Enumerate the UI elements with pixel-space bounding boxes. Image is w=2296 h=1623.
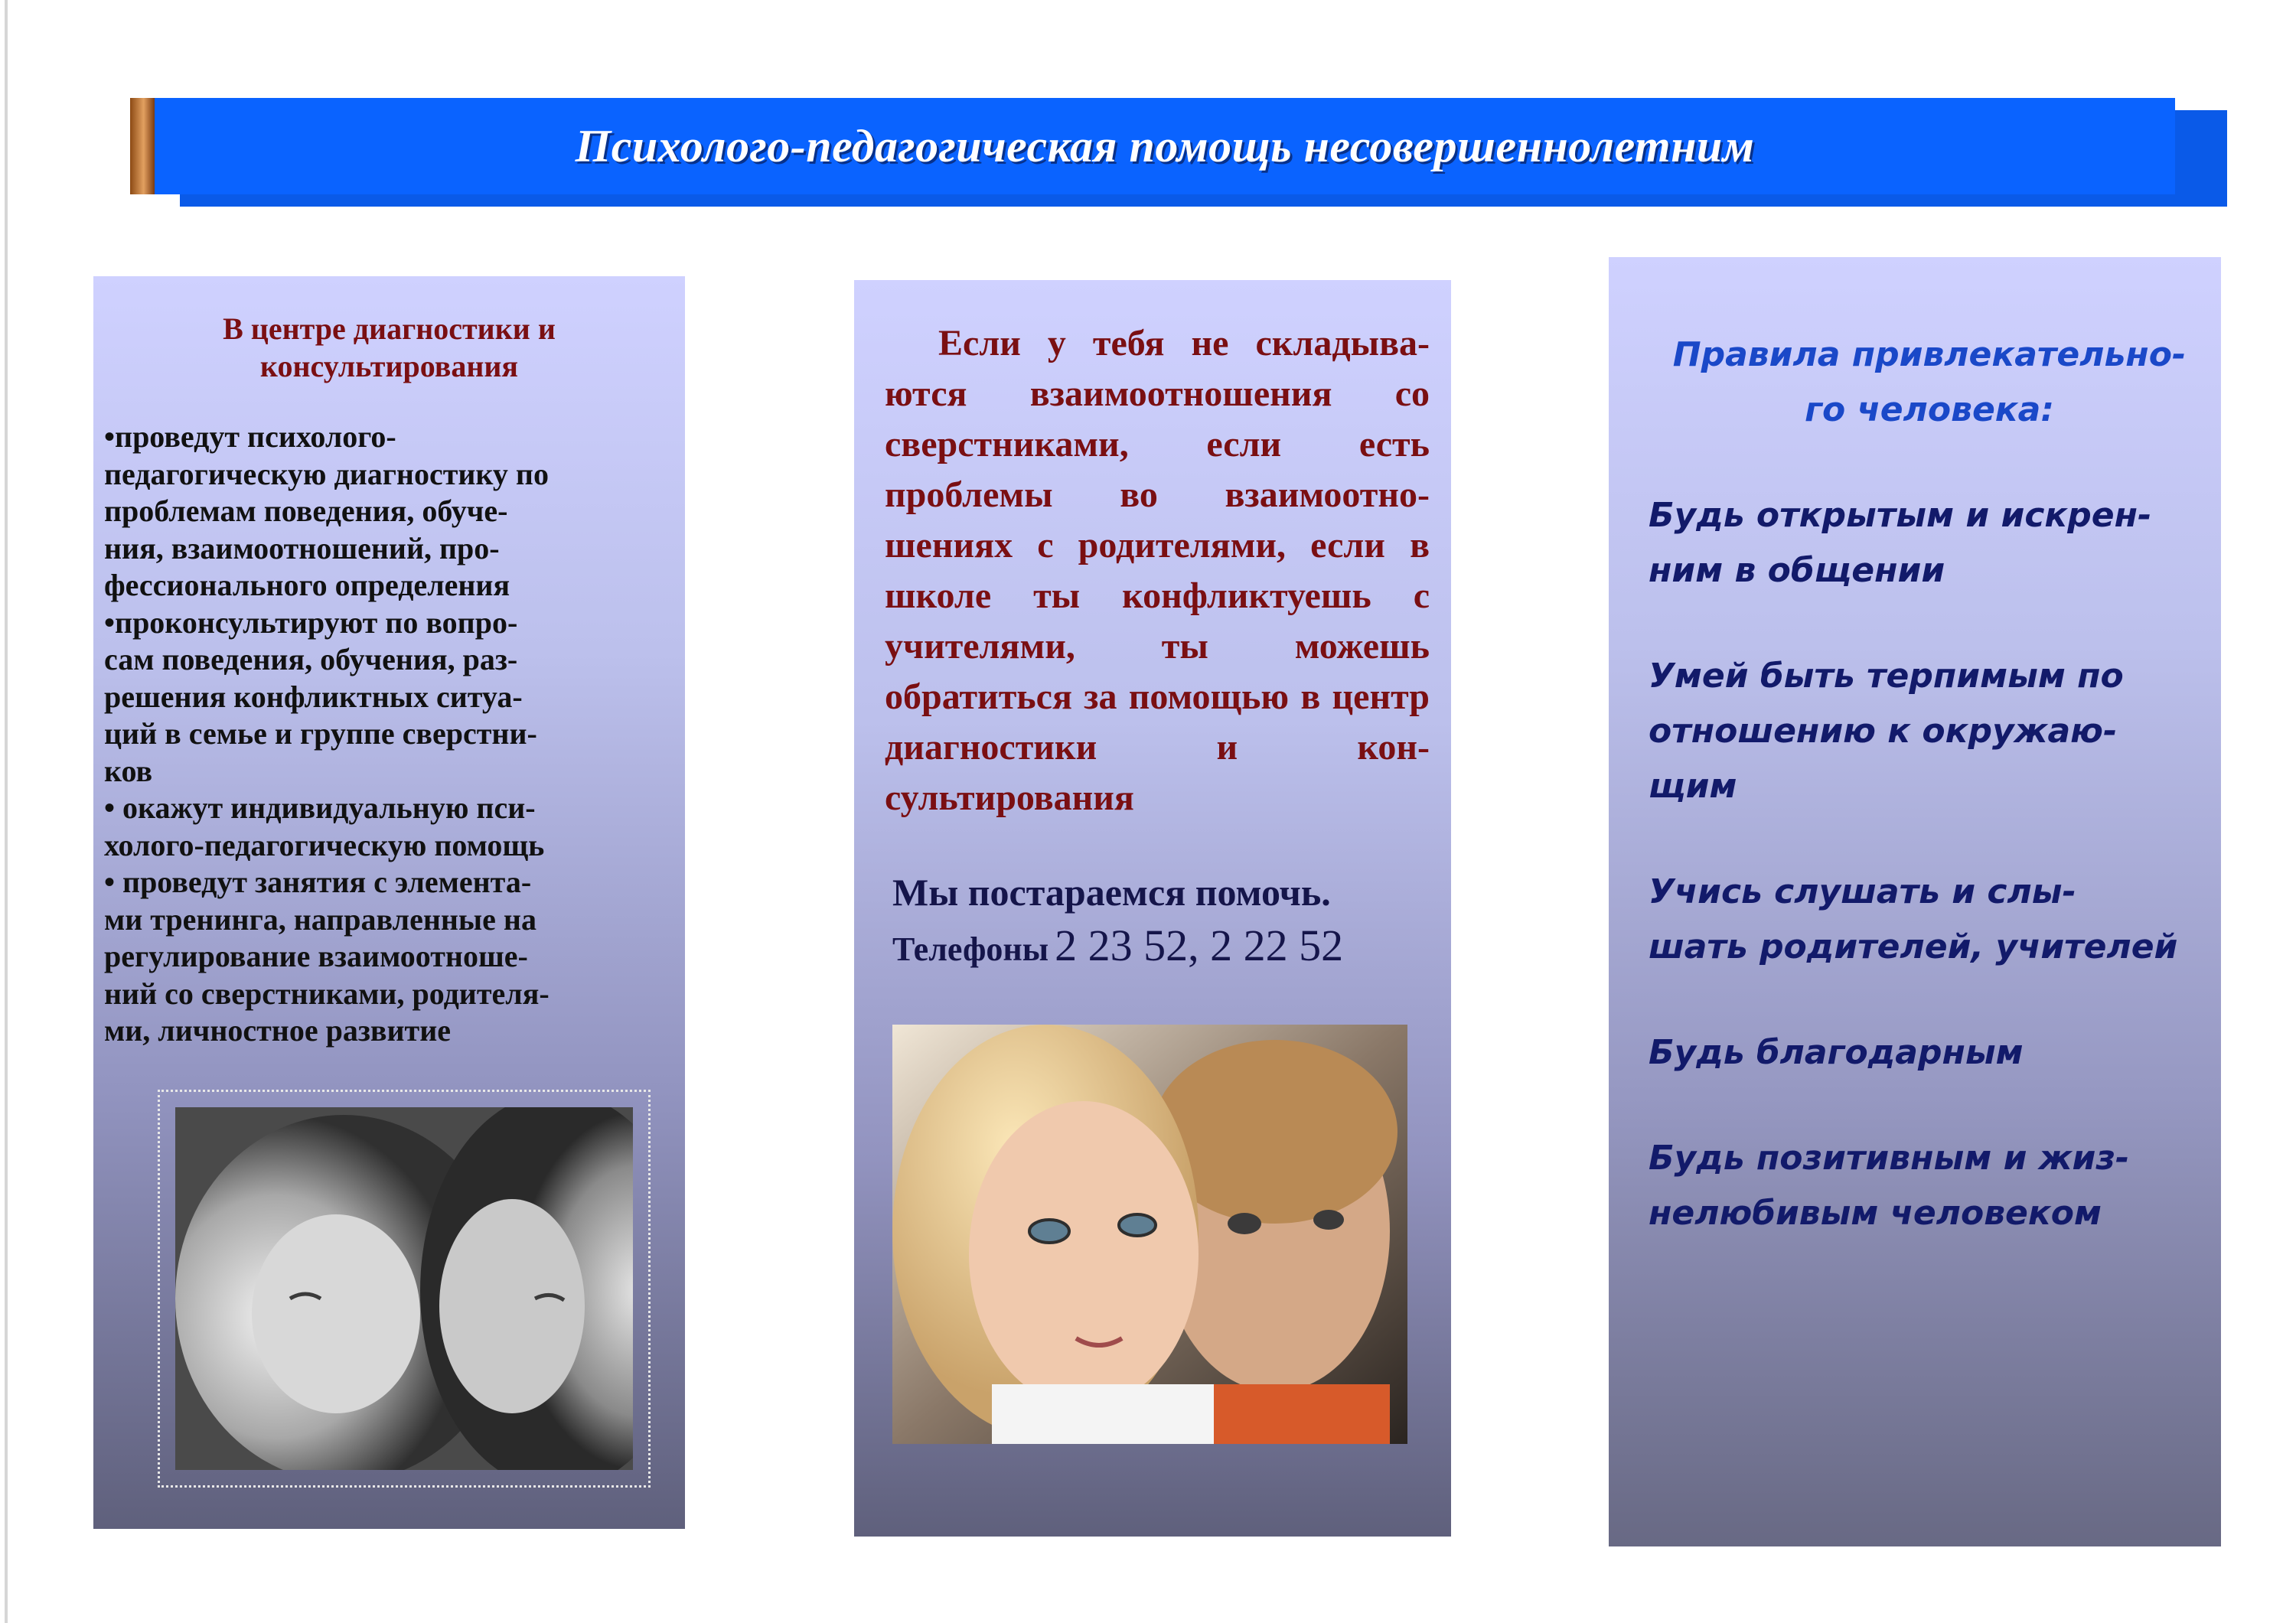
spacer — [1642, 598, 2216, 649]
rules-heading — [1642, 328, 2216, 438]
spacer — [1642, 1080, 2216, 1131]
bullet-icon: • — [104, 419, 116, 454]
rule-line: Будь открытым и искрен- — [1649, 496, 2152, 535]
rule-line: шать родителей, учителей — [1649, 927, 2178, 966]
service-line: ций в семье и группе сверстни- — [104, 716, 537, 751]
bullet-icon: • — [104, 605, 116, 640]
phone-numbers: 2 23 52, 2 22 52 — [1055, 921, 1344, 970]
left-panel-heading — [104, 310, 674, 385]
spacer — [1642, 814, 2216, 865]
service-item — [104, 864, 674, 1050]
service-line: педагогическую диагностику по — [104, 456, 549, 491]
bullet-icon: • — [104, 865, 123, 899]
left-heading-line-2: консультирования — [259, 349, 519, 383]
rule-line: Умей быть терпимым по — [1649, 657, 2124, 696]
service-line: холого-педагогическую помощь — [104, 827, 545, 862]
mid-panel-text: Если у тебя не складыва-ются взаимоотношения со сверстниками, если есть проблемы во взаимоотно-шениях с родителями, если в школе ты конфликтуешь с учителями, ты можешь обратиться за помощью в центр диагностики и кон-сультирования — [885, 323, 1430, 818]
service-line: регулирование взаимоотноше- — [104, 939, 528, 973]
service-line: фессионального определения — [104, 568, 510, 602]
spacer — [1642, 438, 2216, 488]
mother-child-photo — [175, 1107, 633, 1470]
service-item — [104, 790, 674, 864]
service-line: ний со сверстниками, родителя- — [104, 976, 550, 1011]
service-line: ми тренинга, направленные на — [104, 901, 536, 937]
rule-line: ним в общении — [1649, 551, 1945, 590]
rule-line: нелюбивым человеком — [1649, 1194, 2102, 1233]
services-list — [104, 419, 674, 1050]
header-banner — [155, 98, 2175, 194]
service-line: сам поведения, обучения, раз- — [104, 642, 518, 676]
bullet-icon: • — [104, 790, 123, 825]
help-text: Мы постараемся помочь. — [892, 871, 1331, 914]
rules-heading-line-1: Правила привлекательно- — [1672, 335, 2187, 374]
rule-line: Будь позитивным и жиз- — [1649, 1139, 2130, 1178]
rule-item — [1642, 649, 2216, 814]
mother-child-photo-icon — [175, 1107, 633, 1470]
rule-item — [1642, 865, 2216, 975]
service-line: окажут индивидуальную пси- — [122, 790, 536, 825]
service-line: проведут занятия с элемента- — [122, 865, 532, 899]
service-line: ков — [104, 753, 153, 788]
children-photo-icon — [892, 1025, 1407, 1444]
service-line: проведут психолого- — [115, 419, 396, 454]
rule-item — [1642, 1025, 2216, 1080]
rule-line: щим — [1649, 767, 1737, 806]
rule-item — [1642, 1131, 2216, 1241]
service-item — [104, 419, 674, 605]
rules-heading-line-2: го человека: — [1805, 390, 2054, 429]
service-line: проконсультируют по вопро- — [115, 605, 518, 640]
banner-accent — [130, 98, 155, 194]
left-heading-line-1: В центре диагностики и — [223, 311, 556, 346]
rule-line: Будь благодарным — [1649, 1033, 2024, 1072]
service-line: ния, взаимоотношений, про- — [104, 530, 500, 565]
mother-child-photo-frame — [158, 1090, 651, 1488]
service-item — [104, 605, 674, 790]
page-edge-line — [5, 0, 8, 1623]
rule-line: Учись слушать и слы- — [1649, 872, 2076, 911]
service-line: ми, личностное развитие — [104, 1013, 452, 1048]
service-line: проблемам поведения, обуче- — [104, 494, 508, 528]
spacer — [1642, 975, 2216, 1025]
page-title: Психолого-педагогическая помощь несовершеннолетним — [575, 120, 1755, 171]
children-photo — [892, 1025, 1407, 1444]
phone-line — [892, 920, 1430, 971]
rule-item — [1642, 488, 2216, 598]
right-panel — [1609, 257, 2221, 1546]
service-line: решения конфликтных ситуа- — [104, 679, 523, 714]
phone-label: Телефоны — [892, 930, 1049, 968]
rule-line: отношению к окружаю- — [1649, 712, 2118, 751]
